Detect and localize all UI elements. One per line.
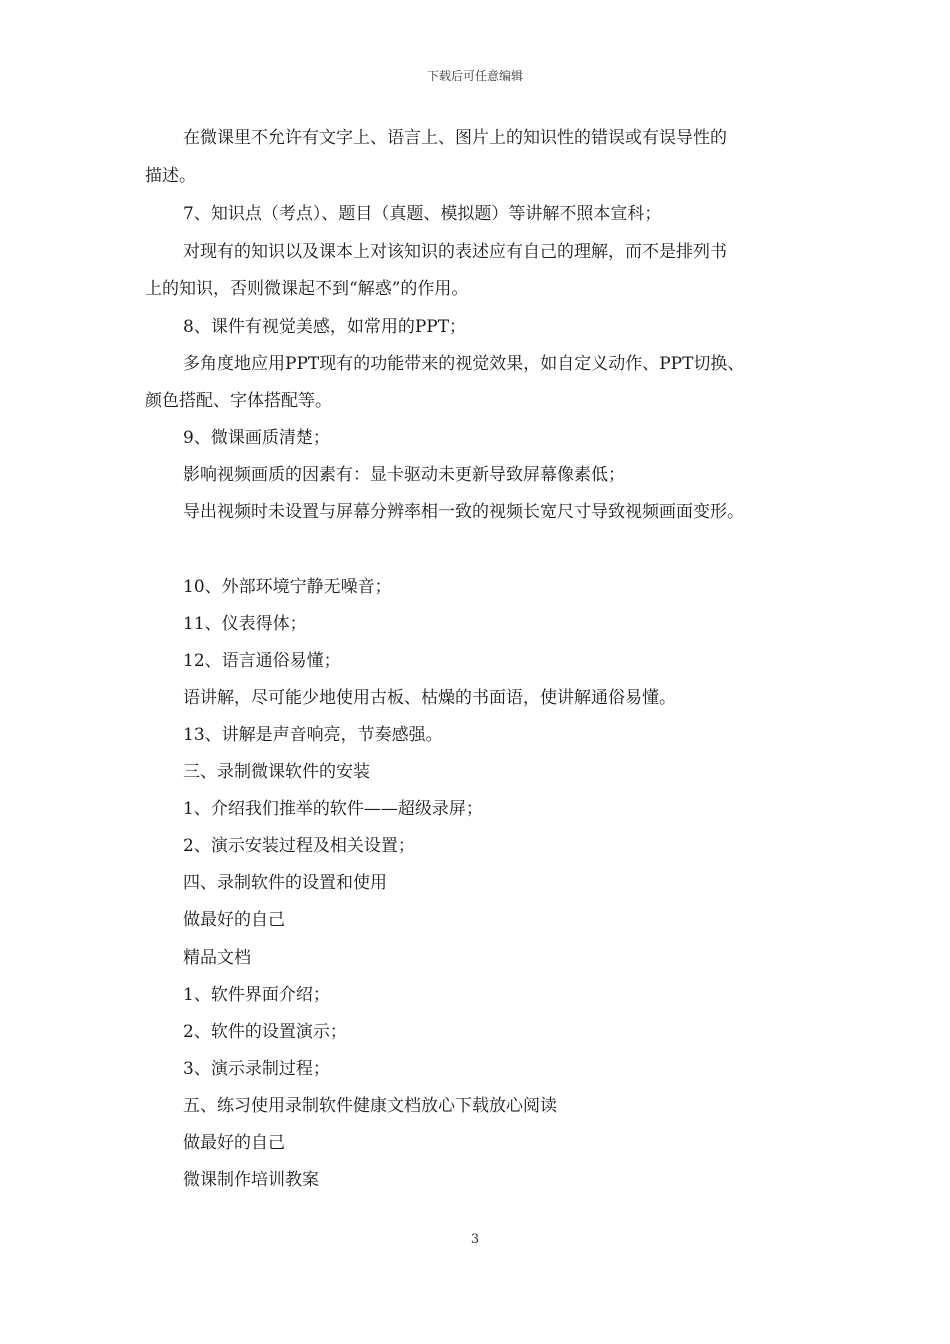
paragraph-line: 10、外部环境宁静无噪音； — [183, 577, 392, 597]
paragraph-line: 在微课里不允许有文字上、语言上、图片上的知识性的错误或有误导性的 — [183, 128, 727, 148]
paragraph-line: 8、课件有视觉美感，如常用的PPT； — [183, 317, 467, 337]
section-heading: 四、录制软件的设置和使用 — [183, 873, 387, 893]
page-header: 下载后可任意编辑 — [426, 69, 523, 83]
paragraph-line: 导出视频时未设置与屏幕分辨率相一致的视频长宽尺寸导致视频画面变形。 — [183, 502, 744, 522]
page-number: 3 — [470, 1232, 480, 1247]
paragraph-line: 做最好的自己 — [183, 1133, 285, 1153]
paragraph-line: 1、介绍我们推举的软件——超级录屏； — [183, 799, 483, 819]
paragraph-line: 颜色搭配、字体搭配等。 — [145, 391, 332, 411]
paragraph-line: 11、仪表得体； — [183, 614, 307, 634]
paragraph-line: 1、软件界面介绍； — [183, 985, 330, 1005]
paragraph-line: 13、讲解是声音响亮，节奏感强。 — [183, 725, 443, 745]
paragraph-line: 上的知识，否则微课起不到“解惑”的作用。 — [145, 279, 469, 299]
paragraph-line: 描述。 — [145, 166, 196, 186]
paragraph-line: 影响视频画质的因素有：显卡驱动未更新导致屏幕像素低； — [183, 465, 625, 485]
paragraph-line: 做最好的自己 — [183, 910, 285, 930]
paragraph-line: 2、软件的设置演示； — [183, 1022, 347, 1042]
paragraph-line: 7、知识点（考点）、题目（真题、模拟题）等讲解不照本宣科； — [183, 204, 662, 224]
paragraph-line: 多角度地应用PPT现有的功能带来的视觉效果，如自定义动作、PPT切换、 — [183, 354, 745, 374]
paragraph-line: 对现有的知识以及课本上对该知识的表述应有自己的理解，而不是排列书 — [183, 242, 727, 262]
section-heading: 三、录制微课软件的安装 — [183, 762, 370, 782]
paragraph-line: 2、演示安装过程及相关设置； — [183, 836, 415, 856]
paragraph-line: 3、演示录制过程； — [183, 1059, 330, 1079]
paragraph-line: 语讲解，尽可能少地使用古板、枯燥的书面语，使讲解通俗易懂。 — [183, 688, 676, 708]
section-heading: 五、练习使用录制软件健康文档放心下载放心阅读 — [183, 1096, 557, 1116]
paragraph-line: 精品文档 — [183, 948, 251, 968]
paragraph-line: 9、微课画质清楚； — [183, 428, 330, 448]
paragraph-line: 12、语言通俗易懂； — [183, 651, 341, 671]
paragraph-line: 微课制作培训教案 — [183, 1170, 319, 1190]
